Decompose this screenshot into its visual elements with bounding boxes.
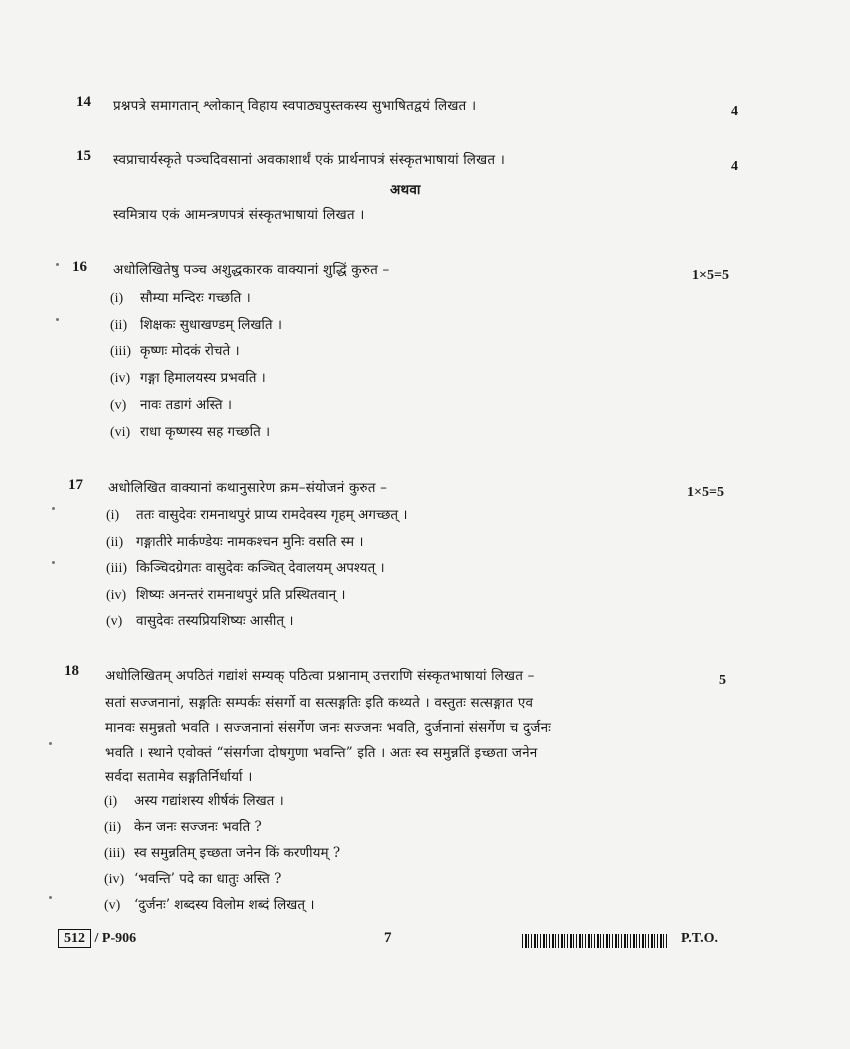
question-18-option: (iv) ‘भवन्ति’ पदे का धातुः अस्ति ? [104, 871, 282, 887]
question-16-number: 16 [72, 259, 87, 275]
question-18-option: (i) अस्य गद्यांशस्य शीर्षकं लिखत । [104, 793, 284, 809]
barcode [522, 934, 668, 948]
passage-line: सर्वदा सतामेव सङ्गतिर्निर्धार्या । [105, 769, 253, 785]
question-17-option: (v) वासुदेवः तस्यप्रियशिष्यः आसीत् । [106, 613, 294, 629]
question-17-marks: 1×5=5 [687, 485, 724, 500]
pto-label: P.T.O. [681, 931, 718, 946]
scan-mark [49, 896, 52, 899]
scan-mark [56, 263, 59, 266]
scan-mark [52, 561, 55, 564]
question-16-option: (vi) राधा कृष्णस्य सह गच्छति । [110, 424, 271, 440]
question-15-number: 15 [76, 148, 91, 164]
passage-line: भवति । स्थाने एवोक्तं “संसर्गजा दोषगुणा भवन्ति” इति । अतः स्व समुन्नतिं इच्छता जनेन [105, 745, 538, 761]
question-17-text: अधोलिखित वाक्यानां कथानुसारेण क्रम–संयोजनं कुरुत – [108, 480, 388, 496]
question-16-option: (v) नावः तडागं अस्ति । [110, 397, 232, 413]
question-16-option: (i) सौम्या मन्दिरः गच्छति । [110, 290, 251, 306]
question-17-option: (iii) किञ्चिदग्रेगतः वासुदेवः कञ्चित् देवालयम् अपश्यत् । [106, 560, 385, 576]
question-16-option: (iv) गङ्गा हिमालयस्य प्रभवति । [110, 370, 266, 386]
paper-code-box: 512 [58, 929, 91, 948]
scan-mark [52, 507, 55, 510]
question-17-number: 17 [68, 477, 83, 493]
question-18-option: (ii) केन जनः सज्जनः भवति ? [104, 819, 262, 835]
question-17-option: (ii) गङ्गातीरे मार्कण्डेयः नामकश्चन मुनिः वसति स्म । [106, 534, 364, 550]
question-18-marks: 5 [719, 673, 726, 688]
question-15-marks: 4 [731, 159, 738, 174]
question-16-option: (iii) कृष्णः मोदकं रोचते । [110, 343, 240, 359]
question-18-text: अधोलिखितम् अपठितं गद्यांशं सम्यक् पठित्वा प्रश्नानाम् उत्तराणि संस्कृतभाषायां लिखत – [105, 668, 535, 684]
page-number: 7 [384, 930, 392, 946]
question-14-text: प्रश्नपत्रे समागतान् श्लोकान् विहाय स्वपाठ्यपुस्तकस्य सुभाषितद्वयं लिखत । [113, 98, 477, 114]
question-16-option: (ii) शिक्षकः सुधाखण्डम् लिखति । [110, 317, 283, 333]
passage-line: मानवः समुन्नतो भवति । सज्जनानां संसर्गेण जनः सज्जनः भवति, दुर्जनानां संसर्गेण च दुर्जनः [105, 720, 551, 736]
scan-mark [56, 318, 59, 321]
question-16-marks: 1×5=5 [692, 268, 729, 283]
question-15-text: स्वप्राचार्यस्कृते पञ्चदिवसानां अवकाशार्थं एकं प्रार्थनापत्रं संस्कृतभाषायां लिखत । [113, 152, 506, 168]
paper-code [58, 929, 136, 948]
question-18-option: (iii) स्व समुन्नतिम् इच्छता जनेन किं करणीयम् ? [104, 845, 341, 861]
question-18-option: (v) ‘दुर्जनः’ शब्दस्य विलोम शब्दं लिखत् । [104, 897, 315, 913]
question-14-marks: 4 [731, 104, 738, 119]
passage-line: सतां सज्जनानां, सङ्गतिः सम्पर्कः संसर्गो वा सत्सङ्गतिः इति कथ्यते । वस्तुतः सत्सङ्गात एव [105, 695, 534, 711]
paper-code-rest: / P-906 [94, 931, 137, 946]
question-14-number: 14 [76, 94, 91, 110]
scan-mark [49, 742, 52, 745]
question-15-alt-text: स्वमित्राय एकं आमन्त्रणपत्रं संस्कृतभाषायां लिखत । [113, 207, 365, 223]
question-17-option: (i) ततः वासुदेवः रामनाथपुरं प्राप्य रामदेवस्य गृहम् अगच्छत् । [106, 507, 408, 523]
question-15-or: अथवा [390, 182, 421, 198]
question-18-number: 18 [64, 663, 79, 679]
question-17-option: (iv) शिष्यः अनन्तरं रामनाथपुरं प्रति प्रस्थितवान् । [106, 587, 346, 603]
question-16-text: अधोलिखितेषु पञ्च अशुद्धकारक वाक्यानां शुद्धिं कुरुत – [113, 262, 390, 278]
